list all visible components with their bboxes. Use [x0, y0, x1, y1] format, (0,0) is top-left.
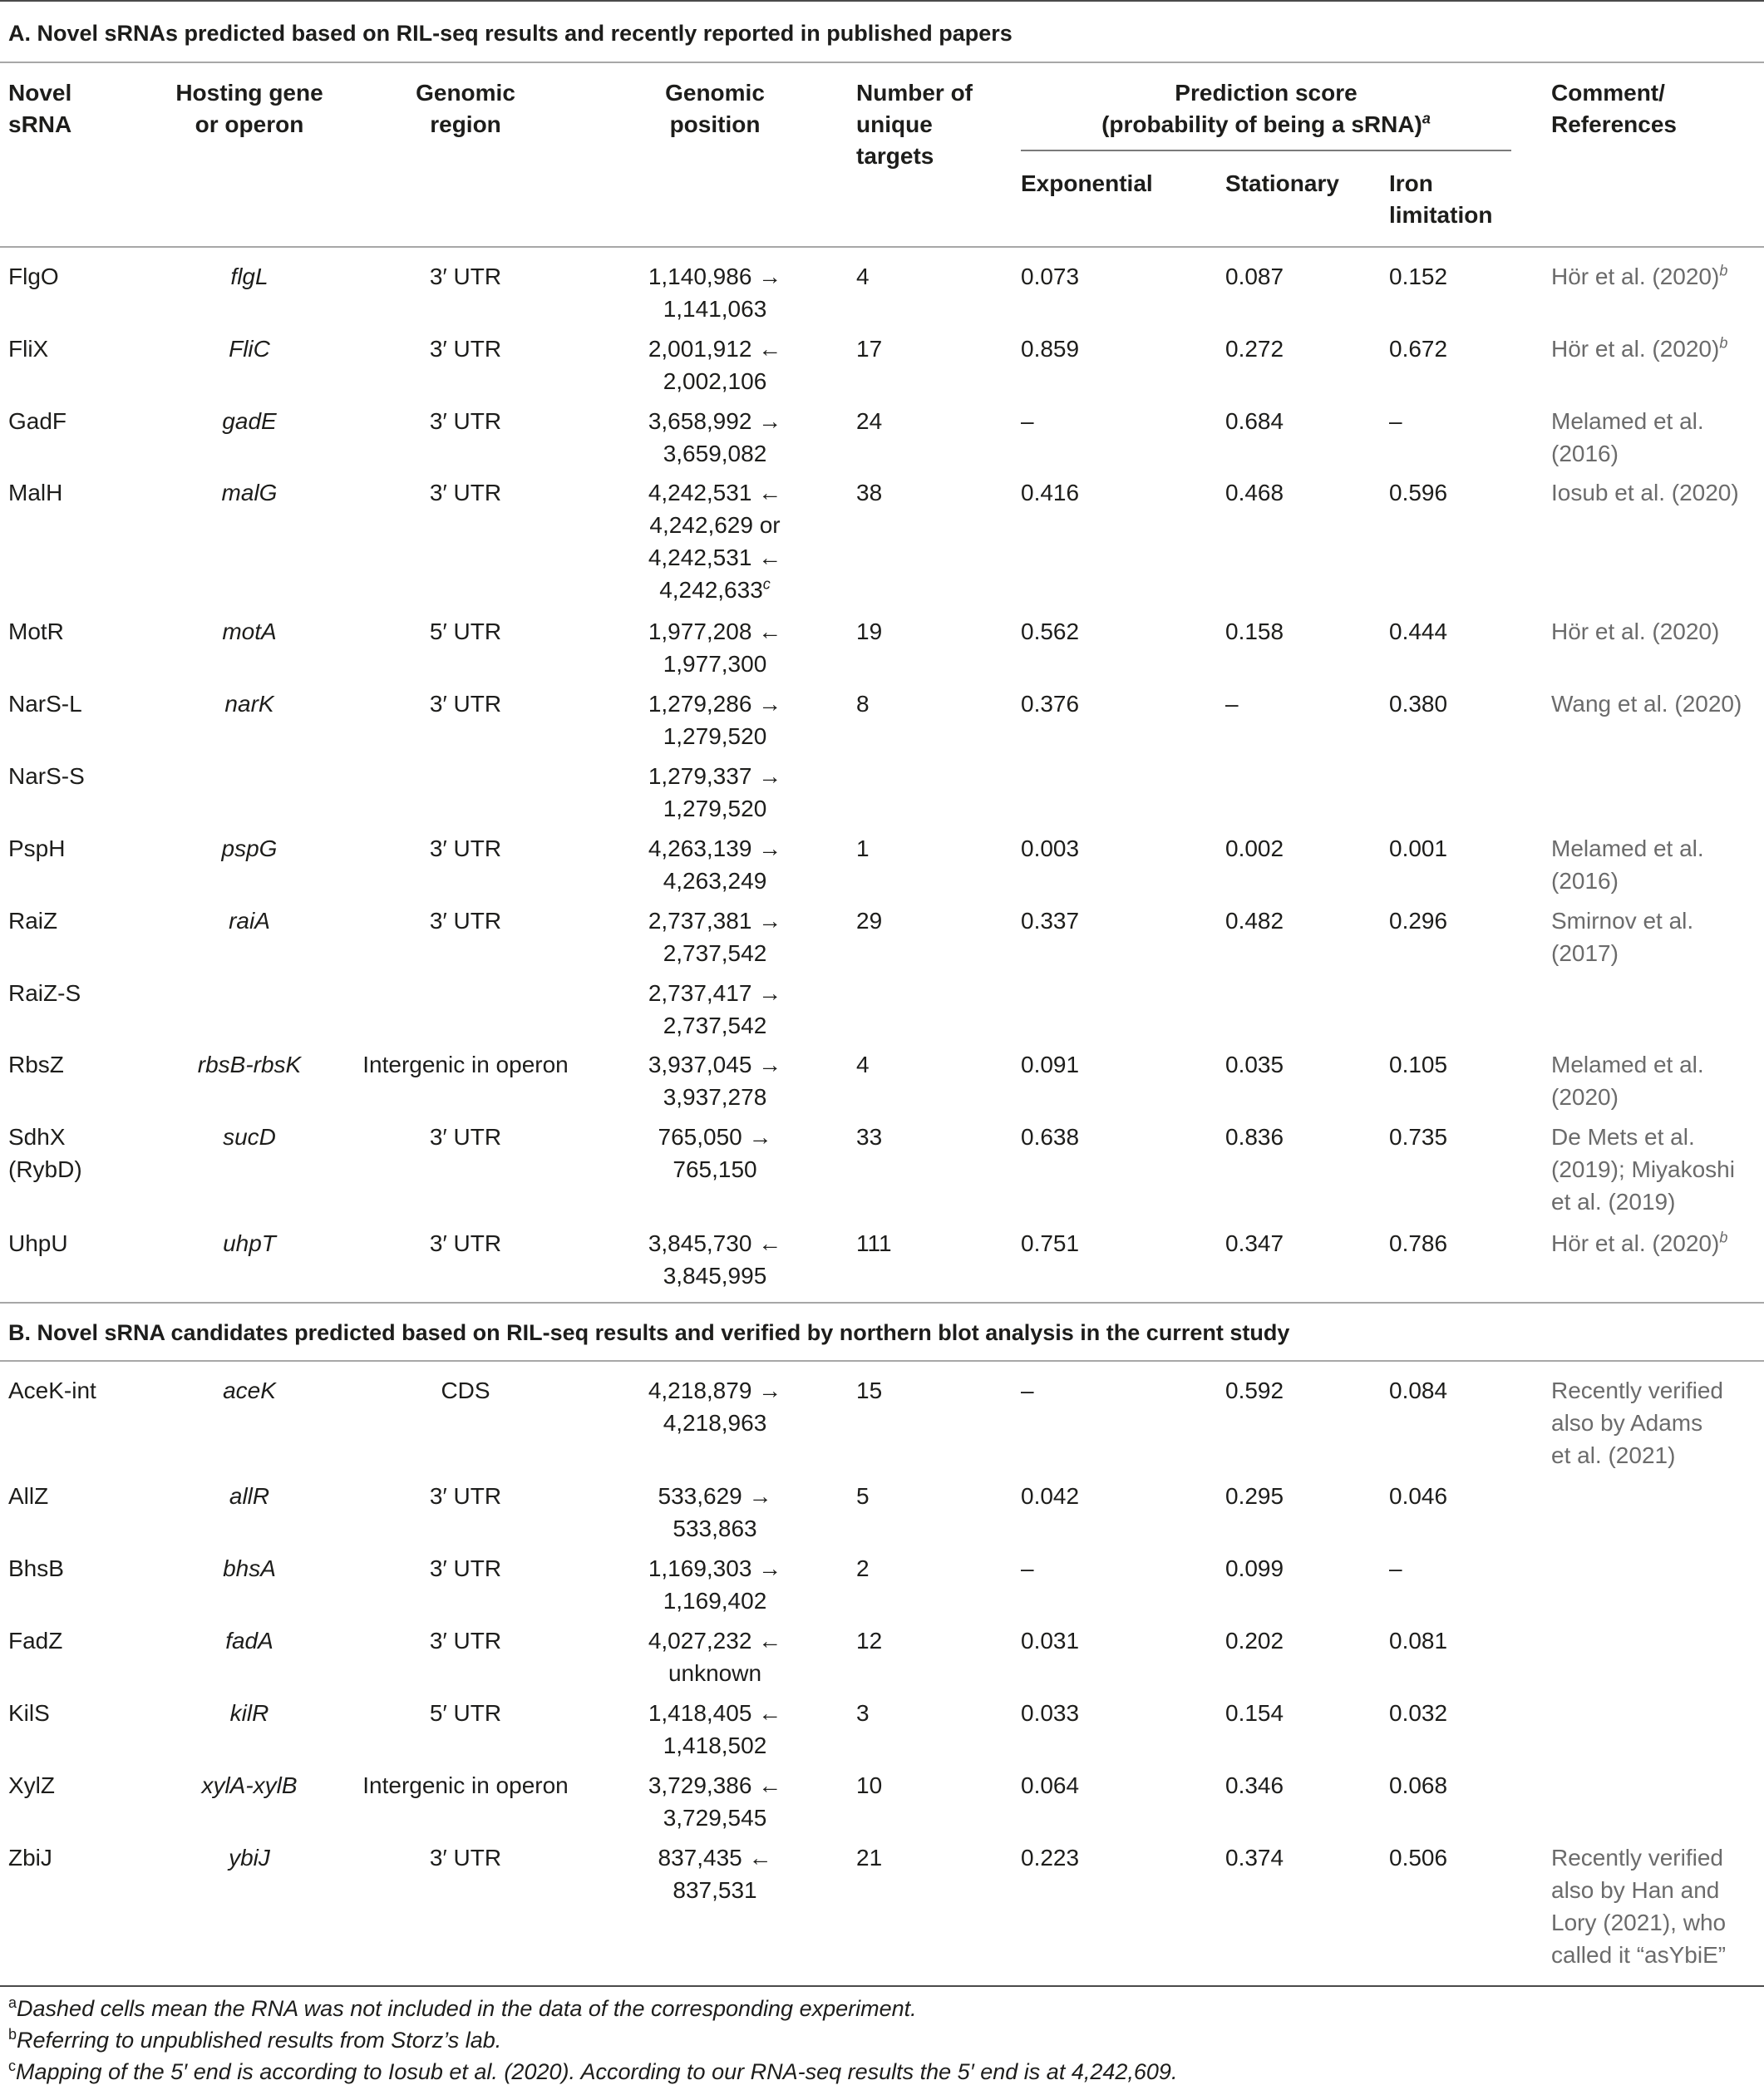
stationary-score-cell: 0.684: [1225, 408, 1284, 434]
reference-cell: Hör et al. $(2020)^b$: [1551, 334, 1728, 362]
hosting-gene-cell: kilR: [229, 1700, 269, 1726]
exponential-score-cell: –: [1021, 408, 1034, 434]
hosting-gene-cell: fadA: [225, 1628, 273, 1654]
genomic-region-cell: 3′ UTR: [429, 264, 502, 289]
stationary-score-cell: 0.099: [1225, 1555, 1284, 1581]
iron-limitation-score-cell: 0.081: [1389, 1628, 1448, 1654]
iron-limitation-score-cell: 0.380: [1389, 691, 1448, 717]
genomic-position-cell: 4,263,139 → 4,263,249: [648, 836, 782, 894]
unique-targets-cell: 15: [856, 1378, 883, 1403]
genomic-position-cell: 4,218,879 → 4,218,963: [648, 1378, 782, 1436]
genomic-position-cell: 2,737,417 → 2,737,542: [648, 980, 782, 1038]
genomic-position-cell: 3,729,386 ← 3,729,545: [648, 1772, 782, 1831]
iron-limitation-score-cell: 0.105: [1389, 1052, 1448, 1077]
exponential-score-cell: –: [1021, 1555, 1034, 1581]
genomic-region-cell: 3′ UTR: [429, 1555, 502, 1581]
hosting-gene-cell: uhpT: [223, 1230, 276, 1256]
iron-limitation-score-cell: 0.032: [1389, 1700, 1448, 1726]
reference-cell: Recently verified also by Adams et al. (2021): [1551, 1378, 1723, 1468]
genomic-position-cell: 3,845,730 ← 3,845,995: [648, 1230, 782, 1289]
stationary-score-cell: 0.347: [1225, 1230, 1284, 1256]
exponential-score-cell: 0.751: [1021, 1230, 1080, 1256]
stationary-score-cell: 0.346: [1225, 1772, 1284, 1798]
genomic-position-cell: 1,279,286 → 1,279,520: [648, 691, 782, 749]
iron-limitation-score-cell: 0.444: [1389, 619, 1448, 644]
header-unique-targets: Number of unique targets: [856, 80, 973, 169]
srna-name-cell: SdhX (RybD): [8, 1124, 82, 1182]
hosting-gene-cell: allR: [229, 1483, 270, 1509]
iron-limitation-score-cell: 0.596: [1389, 480, 1448, 505]
score-subheader-rule: [1021, 150, 1511, 151]
iron-limitation-score-cell: 0.296: [1389, 908, 1448, 934]
hosting-gene-cell: FliC: [229, 336, 270, 362]
hosting-gene-cell: rbsB-rbsK: [197, 1052, 302, 1077]
genomic-region-cell: 5′ UTR: [429, 1700, 502, 1726]
header-stationary: Stationary: [1225, 170, 1339, 196]
section-b-rule: [0, 1360, 1764, 1362]
genomic-region-cell: Intergenic in operon: [362, 1052, 569, 1077]
genomic-region-cell: 3′ UTR: [429, 691, 502, 717]
iron-limitation-score-cell: 0.152: [1389, 264, 1448, 289]
stationary-score-cell: 0.482: [1225, 908, 1284, 934]
stationary-score-cell: 0.836: [1225, 1124, 1284, 1150]
genomic-position-cell: 1,977,208 ← 1,977,300: [648, 619, 782, 677]
exponential-score-cell: 0.562: [1021, 619, 1080, 644]
srna-name-cell: RbsZ: [8, 1052, 64, 1077]
reference-cell: Hör et al. $(2020)^b$: [1551, 1229, 1728, 1256]
stationary-score-cell: –: [1225, 691, 1239, 717]
hosting-gene-cell: ybiJ: [229, 1845, 270, 1871]
hosting-gene-cell: raiA: [229, 908, 270, 934]
srna-name-cell: FliX: [8, 336, 49, 362]
stationary-score-cell: 0.295: [1225, 1483, 1284, 1509]
srna-name-cell: RaiZ: [8, 908, 58, 934]
genomic-region-cell: 3′ UTR: [429, 908, 502, 934]
genomic-position-cell: 3,937,045 → 3,937,278: [648, 1052, 782, 1110]
unique-targets-cell: 38: [856, 480, 883, 505]
exponential-score-cell: 0.638: [1021, 1124, 1080, 1150]
top-rule: [0, 0, 1764, 2]
stationary-score-cell: 0.374: [1225, 1845, 1284, 1871]
unique-targets-cell: 1: [856, 836, 870, 861]
srna-name-cell: NarS-L: [8, 691, 82, 717]
hosting-gene-cell: xylA-xylB: [201, 1772, 298, 1798]
stationary-score-cell: 0.002: [1225, 836, 1284, 861]
unique-targets-cell: 10: [856, 1772, 883, 1798]
genomic-position-cell: 2,737,381 → 2,737,542: [648, 908, 782, 966]
stationary-score-cell: 0.035: [1225, 1052, 1284, 1077]
genomic-position-cell: 765,050 → 765,150: [658, 1124, 772, 1182]
srna-name-cell: MotR: [8, 619, 64, 644]
unique-targets-cell: 3: [856, 1700, 870, 1726]
genomic-position-cell: 533,629 → 533,863: [658, 1483, 772, 1541]
genomic-position-cell: 1,169,303 → 1,169,402: [648, 1555, 782, 1614]
hosting-gene-cell: bhsA: [223, 1555, 276, 1581]
unique-targets-cell: 5: [856, 1483, 870, 1509]
srna-name-cell: GadF: [8, 408, 67, 434]
srna-name-cell: FlgO: [8, 264, 59, 289]
section-b-top-rule: [0, 1302, 1764, 1304]
stationary-score-cell: 0.468: [1225, 480, 1284, 505]
stationary-score-cell: 0.272: [1225, 336, 1284, 362]
genomic-position-cell: 1,279,337 → 1,279,520: [648, 763, 782, 821]
exponential-score-cell: 0.376: [1021, 691, 1080, 717]
section-a-title: A. Novel sRNAs predicted based on RIL-seq results and recently reported in published papers: [8, 21, 1013, 46]
header-exponential: Exponential: [1021, 170, 1153, 196]
iron-limitation-score-cell: 0.084: [1389, 1378, 1448, 1403]
unique-targets-cell: 24: [856, 408, 883, 434]
exponential-score-cell: 0.033: [1021, 1700, 1080, 1726]
hosting-gene-cell: sucD: [223, 1124, 276, 1150]
genomic-region-cell: 3′ UTR: [429, 836, 502, 861]
genomic-region-cell: 3′ UTR: [429, 480, 502, 505]
stationary-score-cell: 0.087: [1225, 264, 1284, 289]
srna-name-cell: PspH: [8, 836, 66, 861]
unique-targets-cell: 29: [856, 908, 883, 934]
footnote-b: $^b$Referring to unpublished results from Storz’s lab.: [8, 2026, 502, 2053]
exponential-score-cell: –: [1021, 1378, 1034, 1403]
hosting-gene-cell: gadE: [222, 408, 277, 434]
exponential-score-cell: 0.859: [1021, 336, 1080, 362]
footnote-a: $^a$Dashed cells mean the RNA was not included in the data of the corresponding experiment.: [8, 1994, 917, 2021]
exponential-score-cell: 0.064: [1021, 1772, 1080, 1798]
genomic-region-cell: 3′ UTR: [429, 336, 502, 362]
stationary-score-cell: 0.154: [1225, 1700, 1284, 1726]
genomic-position-cell: 3,658,992 → 3,659,082: [648, 408, 782, 466]
reference-cell: De Mets et al. (2019); Miyakoshi et al. (2019): [1551, 1124, 1735, 1215]
genomic-position-cell: 2,001,912 ← 2,002,106: [648, 336, 782, 394]
srna-name-cell: AllZ: [8, 1483, 49, 1509]
reference-cell: Wang et al. (2020): [1551, 691, 1742, 717]
genomic-region-cell: 3′ UTR: [429, 1845, 502, 1871]
header-novel-srna: Novel sRNA: [8, 80, 72, 137]
exponential-score-cell: 0.223: [1021, 1845, 1080, 1871]
genomic-region-cell: 3′ UTR: [429, 408, 502, 434]
genomic-region-cell: Intergenic in operon: [362, 1772, 569, 1798]
hosting-gene-cell: flgL: [230, 264, 269, 289]
reference-cell: Melamed et al. (2020): [1551, 1052, 1704, 1110]
srna-name-cell: XylZ: [8, 1772, 55, 1798]
exponential-score-cell: 0.337: [1021, 908, 1080, 934]
unique-targets-cell: 19: [856, 619, 883, 644]
header-prediction-score: Prediction score (probability of being a sRNA)$^a$: [1101, 80, 1431, 137]
iron-limitation-score-cell: –: [1389, 408, 1402, 434]
iron-limitation-score-cell: 0.786: [1389, 1230, 1448, 1256]
header-iron-limitation: Iron limitation: [1389, 170, 1493, 228]
exponential-score-cell: 0.003: [1021, 836, 1080, 861]
unique-targets-cell: 2: [856, 1555, 870, 1581]
iron-limitation-score-cell: –: [1389, 1555, 1402, 1581]
genomic-position-cell: 1,418,405 ← 1,418,502: [648, 1700, 782, 1758]
exponential-score-cell: 0.416: [1021, 480, 1080, 505]
genomic-position-cell: 1,140,986 → 1,141,063: [648, 264, 782, 322]
genomic-region-cell: CDS: [441, 1378, 490, 1403]
unique-targets-cell: 4: [856, 264, 870, 289]
genomic-position-cell: 4,242,531 ← 4,242,629 or 4,242,531 ← 4,242,633$^c$: [648, 480, 782, 603]
iron-limitation-score-cell: 0.068: [1389, 1772, 1448, 1798]
srna-name-cell: FadZ: [8, 1628, 63, 1654]
srna-name-cell: NarS-S: [8, 763, 85, 789]
header-comment-references: Comment/ References: [1551, 80, 1677, 137]
srna-name-cell: UhpU: [8, 1230, 68, 1256]
srna-name-cell: KilS: [8, 1700, 50, 1726]
srna-name-cell: AceK-int: [8, 1378, 96, 1403]
unique-targets-cell: 33: [856, 1124, 883, 1150]
srna-name-cell: MalH: [8, 480, 63, 505]
genomic-region-cell: 3′ UTR: [429, 1230, 502, 1256]
genomic-region-cell: 3′ UTR: [429, 1124, 502, 1150]
reference-cell: Melamed et al. (2016): [1551, 836, 1704, 894]
header-genomic-region: Genomic region: [416, 80, 515, 137]
genomic-region-cell: 5′ UTR: [429, 619, 502, 644]
hosting-gene-cell: pspG: [221, 836, 278, 861]
iron-limitation-score-cell: 0.672: [1389, 336, 1448, 362]
reference-cell: Melamed et al. (2016): [1551, 408, 1704, 466]
hosting-gene-cell: aceK: [223, 1378, 276, 1403]
unique-targets-cell: 111: [856, 1230, 892, 1256]
iron-limitation-score-cell: 0.001: [1389, 836, 1448, 861]
srna-name-cell: BhsB: [8, 1555, 64, 1581]
genomic-region-cell: 3′ UTR: [429, 1628, 502, 1654]
exponential-score-cell: 0.091: [1021, 1052, 1080, 1077]
srna-name-cell: RaiZ-S: [8, 980, 81, 1006]
header-hosting-gene: Hosting gene or operon: [175, 80, 323, 137]
section-a-rule: [0, 62, 1764, 63]
exponential-score-cell: 0.042: [1021, 1483, 1080, 1509]
iron-limitation-score-cell: 0.735: [1389, 1124, 1448, 1150]
header-bottom-rule: [0, 246, 1764, 248]
section-b-title: B. Novel sRNA candidates predicted based on RIL-seq results and verified by northern blot analysis in the current study: [8, 1320, 1290, 1345]
genomic-region-cell: 3′ UTR: [429, 1483, 502, 1509]
stationary-score-cell: 0.202: [1225, 1628, 1284, 1654]
unique-targets-cell: 21: [856, 1845, 883, 1871]
iron-limitation-score-cell: 0.046: [1389, 1483, 1448, 1509]
srna-name-cell: ZbiJ: [8, 1845, 52, 1871]
stationary-score-cell: 0.592: [1225, 1378, 1284, 1403]
reference-cell: Iosub et al. (2020): [1551, 480, 1739, 505]
hosting-gene-cell: motA: [222, 619, 277, 644]
reference-cell: Hör et al. (2020): [1551, 619, 1720, 644]
unique-targets-cell: 4: [856, 1052, 870, 1077]
unique-targets-cell: 17: [856, 336, 883, 362]
hosting-gene-cell: malG: [221, 480, 278, 505]
unique-targets-cell: 12: [856, 1628, 883, 1654]
table-bottom-rule: [0, 1985, 1764, 1987]
genomic-position-cell: 837,435 ← 837,531: [658, 1845, 772, 1903]
hosting-gene-cell: narK: [224, 691, 274, 717]
reference-cell: Recently verified also by Han and Lory (2021), who called it “asYbiE”: [1551, 1845, 1727, 1968]
reference-cell: Smirnov et al. (2017): [1551, 908, 1694, 966]
exponential-score-cell: 0.031: [1021, 1628, 1080, 1654]
genomic-position-cell: 4,027,232 ← unknown: [648, 1628, 782, 1686]
reference-cell: Hör et al. $(2020)^b$: [1551, 262, 1728, 289]
footnote-c: $^c$Mapping of the 5′ end is according to Iosub et al. (2020). According to our RNA-seq results the 5′ end is at 4,242,609.: [8, 2058, 1178, 2084]
header-genomic-position: Genomic position: [665, 80, 765, 137]
exponential-score-cell: 0.073: [1021, 264, 1080, 289]
stationary-score-cell: 0.158: [1225, 619, 1284, 644]
unique-targets-cell: 8: [856, 691, 870, 717]
iron-limitation-score-cell: 0.506: [1389, 1845, 1448, 1871]
